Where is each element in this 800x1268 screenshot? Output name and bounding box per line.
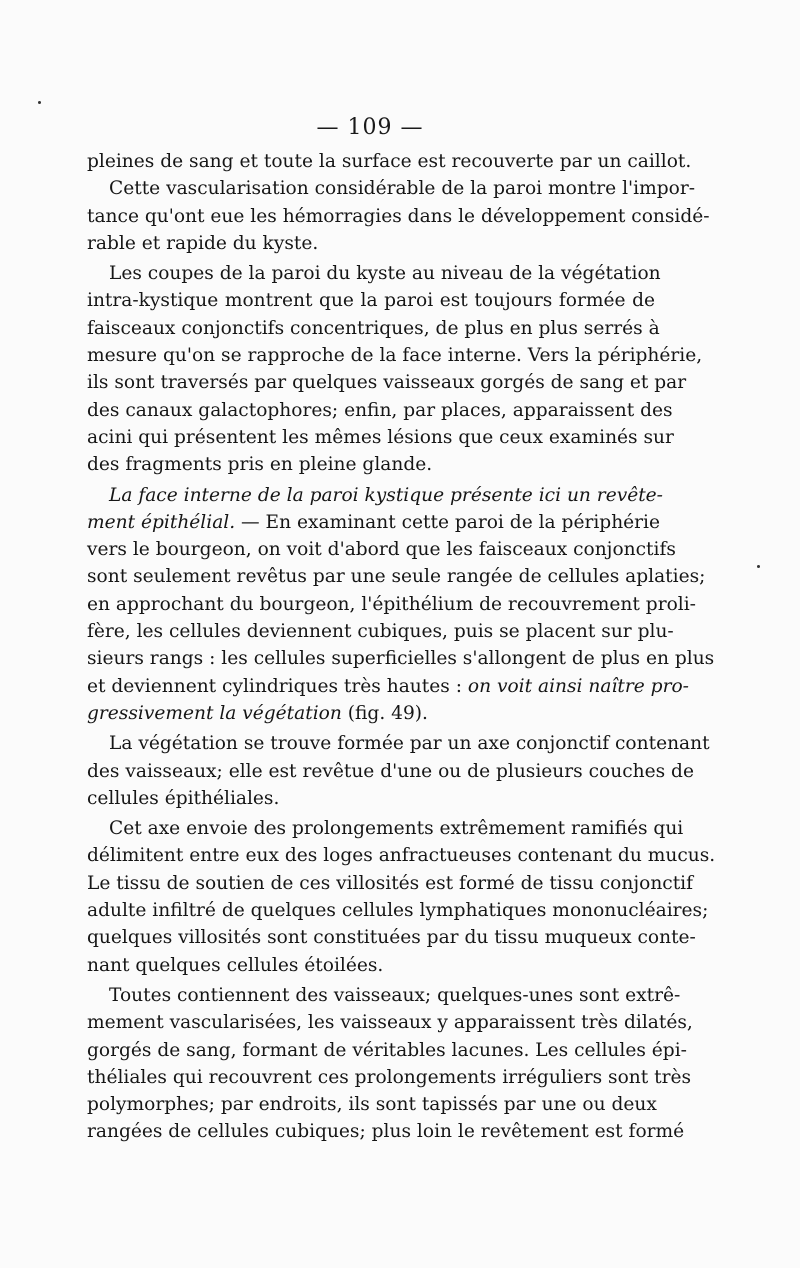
- text-segment: sont seulement revêtus par une seule rangée de cellules aplaties;: [87, 566, 706, 588]
- text-segment: quelques villosités sont constituées par du tissu muqueux conte-: [87, 927, 696, 949]
- text-segment: vers le bourgeon, on voit d'abord que les faisceaux conjonctifs: [87, 539, 676, 561]
- text-line: [87, 175, 695, 202]
- text-line: [87, 1064, 692, 1091]
- text-line: [87, 591, 696, 618]
- text-segment: polymorphes; par endroits, ils sont tapissés par une ou deux: [87, 1094, 657, 1116]
- text-segment: tance qu'ont eue les hémorragies dans le développement considé-: [87, 205, 710, 227]
- text-segment: rable et rapide du kyste.: [87, 232, 319, 254]
- text-segment: théliales qui recouvrent ces prolongements irréguliers sont très: [87, 1066, 692, 1088]
- text-line: [87, 618, 674, 645]
- text-segment: et deviennent cylindriques très hautes :: [87, 675, 468, 697]
- text-line: [87, 758, 694, 785]
- text-segment: gorgés de sang, formant de véritables lacunes. Les cellules épi-: [87, 1039, 687, 1061]
- page-speck: [757, 565, 760, 568]
- italic-text: on voit ainsi naître pro-: [467, 675, 689, 697]
- text-segment: cellules épithéliales.: [87, 787, 280, 809]
- text-segment: fère, les cellules deviennent cubiques, puis se placent sur plu-: [87, 621, 674, 643]
- text-segment: en approchant du bourgeon, l'épithélium de recouvrement proli-: [87, 593, 696, 615]
- text-segment: Cet axe envoie des prolongements extrêmement ramifiés qui: [109, 818, 684, 840]
- text-line: [87, 203, 710, 230]
- text-line: [87, 982, 681, 1009]
- text-segment: pleines de sang et toute la surface est recouverte par un caillot.: [87, 151, 692, 172]
- text-line: [87, 700, 655, 727]
- text-line: [87, 451, 655, 478]
- page-number: — 109 —: [316, 115, 424, 140]
- text-segment: adulte infiltré de quelques cellules lymphatiques mononucléaires;: [87, 900, 709, 922]
- text-line: [87, 924, 696, 951]
- text-line: [87, 536, 676, 563]
- text-segment: délimitent entre eux des loges anfractueuses contenant du mucus.: [87, 845, 716, 867]
- text-line: [87, 509, 661, 536]
- text-line: [87, 842, 716, 869]
- text-line: [87, 563, 706, 590]
- text-line: [87, 785, 655, 812]
- text-line: [87, 673, 689, 700]
- text-line: [87, 645, 715, 672]
- text-segment: des vaisseaux; elle est revêtue d'une ou de plusieurs couches de: [87, 760, 694, 782]
- text-line: [87, 369, 687, 396]
- text-line: [87, 952, 655, 979]
- text-segment: des canaux galactophores; enfin, par places, apparaissent des: [87, 399, 673, 421]
- text-segment: Cette vascularisation considérable de la paroi montre l'impor-: [109, 178, 695, 200]
- text-segment: rangées de cellules cubiques; plus loin le revêtement est formé: [87, 1121, 685, 1143]
- text-line: [87, 870, 694, 897]
- text-line: [87, 397, 673, 424]
- body-text: [87, 148, 716, 1146]
- page-speck: [38, 101, 41, 104]
- text-line: [87, 342, 703, 369]
- text-line: [87, 315, 660, 342]
- text-segment: Le tissu de soutien de ces villosités est formé de tissu conjonctif: [87, 872, 694, 894]
- text-line: [87, 815, 684, 842]
- text-line: [87, 424, 674, 451]
- text-segment: des fragments pris en pleine glande.: [87, 454, 433, 476]
- text-line: [87, 730, 710, 757]
- text-segment: Toutes contiennent des vaisseaux; quelques-unes sont extrê-: [109, 984, 681, 1006]
- text-line: [87, 148, 692, 175]
- text-line: [87, 1091, 655, 1118]
- italic-text: ment épithélial.: [87, 511, 236, 533]
- italic-text: La face interne de la paroi kystique présente ici un revête-: [109, 484, 663, 506]
- text-segment: mesure qu'on se rapproche de la face interne. Vers la périphérie,: [87, 345, 703, 367]
- text-segment: Les coupes de la paroi du kyste au niveau de la végétation: [109, 263, 661, 285]
- text-segment: — En examinant cette paroi de la périphérie: [235, 511, 661, 533]
- text-line: [87, 1037, 687, 1064]
- text-line: [87, 260, 661, 287]
- text-segment: mement vascularisées, les vaisseaux y apparaissent très dilatés,: [87, 1012, 693, 1034]
- text-segment: ils sont traversés par quelques vaisseaux gorgés de sang et par: [87, 372, 687, 394]
- text-line: [87, 1118, 685, 1145]
- text-line: [87, 230, 655, 257]
- italic-text: gressivement la végétation: [87, 702, 342, 724]
- text-segment: acini qui présentent les mêmes lésions que ceux examinés sur: [87, 426, 674, 448]
- text-segment: nant quelques cellules étoilées.: [87, 954, 384, 976]
- text-line: [87, 287, 655, 314]
- text-segment: intra-kystique montrent que la paroi est toujours formée de: [87, 290, 655, 312]
- text-line: [87, 482, 663, 509]
- text-segment: La végétation se trouve formée par un axe conjonctif contenant: [109, 733, 710, 755]
- text-line: [87, 897, 709, 924]
- text-segment: (fig. 49).: [341, 702, 428, 724]
- text-segment: sieurs rangs : les cellules superficielles s'allongent de plus en plus: [87, 648, 715, 670]
- text-line: [87, 1009, 693, 1036]
- text-segment: faisceaux conjonctifs concentriques, de plus en plus serrés à: [87, 317, 660, 339]
